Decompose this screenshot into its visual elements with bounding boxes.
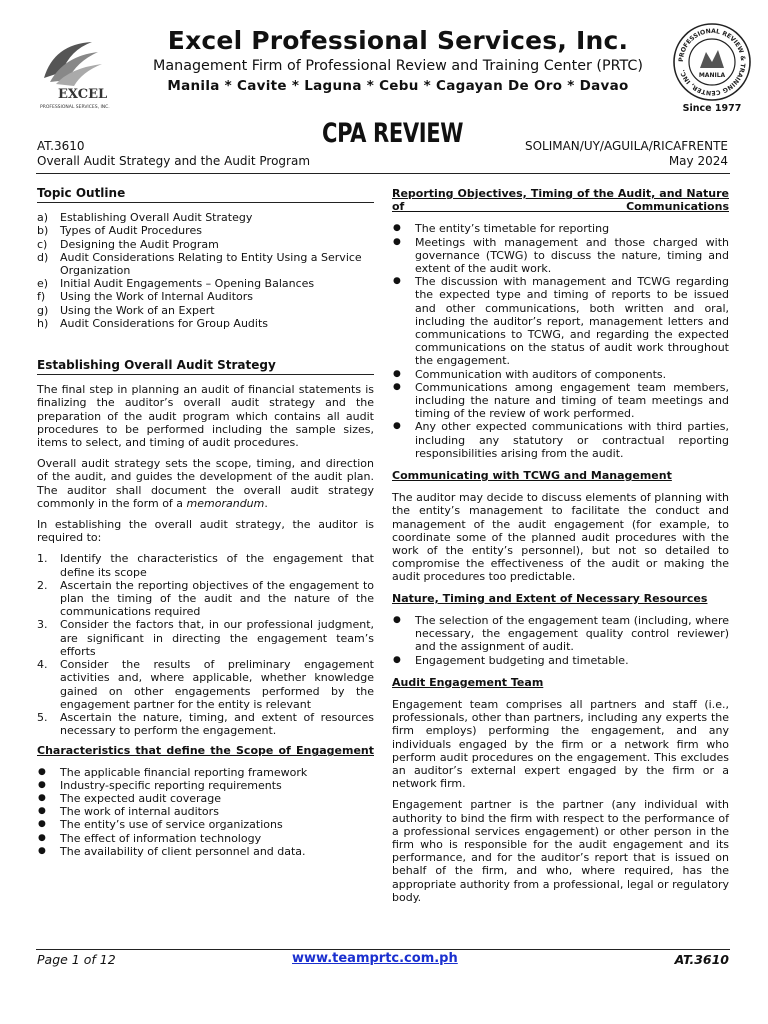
company-header	[118, 26, 678, 94]
requirement-item-marker: 5.	[37, 710, 48, 724]
outline-item-text: Establishing Overall Audit Strategy	[60, 211, 253, 225]
logo-subtext: PROFESSIONAL SERVICES, INC.	[40, 105, 110, 110]
outline-item	[37, 317, 374, 330]
requirement-item-text: Consider the factors that, in our professional judgment, are significant in directing the engagement team’s efforts	[60, 618, 374, 658]
bullet-icon: ●	[38, 792, 46, 803]
reporting-item	[392, 381, 729, 421]
characteristic-item	[37, 766, 374, 779]
strategy-heading: Establishing Overall Audit Strategy	[37, 359, 374, 375]
footer-divider	[36, 949, 730, 950]
seal-ring-text: PROFESSIONAL REVIEW & TRAINING CENTER, INC.	[677, 27, 747, 97]
company-cities: Manila * Cavite * Laguna * Cebu * Cagayan De Oro * Davao	[167, 78, 629, 94]
characteristic-item-text: The work of internal auditors	[60, 805, 219, 819]
bullet-icon: ●	[38, 806, 46, 817]
resources-heading: Nature, Timing and Extent of Necessary Resources	[392, 591, 708, 605]
resource-item-text: Engagement budgeting and timetable.	[415, 653, 629, 667]
memorandum-emphasis: memorandum	[186, 496, 265, 510]
requirement-item	[37, 552, 374, 578]
header-divider	[36, 173, 730, 174]
characteristic-item	[37, 832, 374, 845]
reporting-heading-text: Reporting Objectives, Timing of the Audit, and Nature of Communications	[392, 187, 729, 214]
outline-item	[37, 238, 374, 251]
seal-center-text: MANILA	[698, 72, 726, 79]
team-paragraph-1: Engagement team comprises all partners and staff (i.e., professionals, other than partners, including any experts the firm employs) performing the engagement, and any individuals engaged by the firm or a network firm who perform audit procedures on the engagement. This excludes an auditor’s external expert engaged by the firm or a network firm.	[392, 697, 729, 791]
resource-item	[392, 654, 729, 667]
topic-outline-heading: Topic Outline	[37, 187, 374, 203]
characteristic-item-text: Industry-specific reporting requirements	[60, 778, 282, 792]
resource-item	[392, 614, 729, 654]
reporting-heading	[392, 187, 729, 213]
outline-item-text: Designing the Audit Program	[60, 237, 219, 251]
characteristic-item-text: The entity’s use of service organizations	[60, 818, 283, 832]
characteristic-item	[37, 779, 374, 792]
outline-item-text: Using the Work of Internal Auditors	[60, 290, 254, 304]
bullet-icon: ●	[393, 236, 401, 247]
outline-item	[37, 277, 374, 290]
characteristic-item-text: The availability of client personnel and data.	[60, 844, 306, 858]
resource-item-text: The selection of the engagement team (including, where necessary, the engagement quality control reviewer) and the assignment of audit.	[415, 613, 729, 654]
bullet-icon: ●	[393, 223, 401, 234]
strategy-paragraph-1: The final step in planning an audit of financial statements is finalizing the auditor’s overall audit strategy and the preparation of the audit program which contains all audit procedures to be performed including the sample sizes, items to select, and timing of audit procedures.	[37, 383, 374, 450]
characteristic-item-text: The applicable financial reporting framework	[60, 765, 308, 779]
requirement-item-marker: 3.	[37, 618, 48, 632]
left-column	[37, 183, 374, 858]
reporting-item	[392, 236, 729, 276]
reporting-list	[392, 222, 729, 460]
outline-item-marker: f)	[37, 290, 46, 304]
outline-item-marker: g)	[37, 303, 49, 317]
reporting-item-text: Communications among engagement team members, including the nature and timing of team meetings and timing of the review of work performed.	[415, 380, 729, 421]
requirement-item-text: Ascertain the reporting objectives of the engagement to plan the timing of the audit and the nature of the communications required	[60, 578, 374, 619]
requirement-item-marker: 1.	[37, 552, 48, 566]
company-logo	[36, 38, 112, 110]
reporting-item-text: Meetings with management and those charged with governance (TCWG) to discuss the nature, timing and extent of the audit work.	[415, 235, 729, 276]
outline-item	[37, 251, 374, 277]
outline-item-text: Audit Considerations Relating to Entity Using a Service Organization	[60, 250, 362, 278]
company-name: Excel Professional Services, Inc.	[167, 26, 629, 55]
bullet-icon: ●	[393, 421, 401, 432]
outline-item	[37, 290, 374, 303]
since-year: Since 1977	[682, 103, 742, 114]
company-subtitle: Management Firm of Professional Review and Training Center (PRTC)	[153, 58, 643, 74]
outline-item-text: Audit Considerations for Group Audits	[60, 316, 269, 330]
reporting-item	[392, 222, 729, 235]
requirement-item-text: Identify the characteristics of the engagement that define its scope	[60, 552, 374, 579]
bullet-icon: ●	[38, 766, 46, 777]
bullet-icon: ●	[393, 381, 401, 392]
cpa-review-banner: CPA REVIEW	[322, 118, 464, 149]
characteristic-item	[37, 792, 374, 805]
characteristics-heading	[37, 744, 374, 757]
outline-item-marker: b)	[37, 224, 49, 238]
requirement-item	[37, 658, 374, 711]
reporting-item-text: Communication with auditors of components.	[415, 367, 667, 381]
characteristic-item	[37, 818, 374, 831]
characteristic-item	[37, 805, 374, 818]
prtc-seal	[672, 22, 752, 102]
reporting-item	[392, 368, 729, 381]
course-code: AT.3610	[37, 139, 85, 153]
bullet-icon: ●	[393, 614, 401, 625]
characteristics-heading-text: Characteristics that define the Scope of Engagement	[37, 744, 374, 758]
outline-item-marker: c)	[37, 237, 48, 251]
characteristics-list	[37, 766, 374, 858]
outline-item-marker: e)	[37, 277, 49, 291]
topic-outline-list	[37, 211, 374, 330]
strategy-p2-text: Overall audit strategy sets the scope, timing, and direction of the audit, and guides the development of the audit plan. The auditor shall document the overall audit strategy commonly in the form of a	[37, 457, 374, 510]
outline-item-marker: h)	[37, 316, 49, 330]
tcwg-heading: Communicating with TCWG and Management	[392, 469, 672, 483]
reporting-item-text: Any other expected communications with third parties, including any statutory or contractual reporting responsibilities arising from the audit.	[415, 420, 729, 460]
outline-item-marker: d)	[37, 250, 49, 264]
strategy-paragraph-2	[37, 457, 374, 510]
team-heading: Audit Engagement Team	[392, 675, 544, 689]
requirement-item	[37, 711, 374, 737]
footer-course-code: AT.3610	[674, 952, 729, 967]
characteristic-item-text: The expected audit coverage	[60, 791, 222, 805]
requirements-list	[37, 552, 374, 737]
characteristic-item	[37, 845, 374, 858]
page-number: Page 1 of 12	[37, 952, 116, 967]
right-column	[392, 183, 729, 904]
reporting-item-text: The entity’s timetable for reporting	[415, 222, 610, 236]
bullet-icon: ●	[38, 779, 46, 790]
bullet-icon: ●	[393, 654, 401, 665]
requirement-item-marker: 2.	[37, 578, 48, 592]
requirement-item-text: Consider the results of preliminary engagement activities and, where applicable, whether knowledge gained on other engagements performed by the engagement partner for the entity is relevant	[60, 658, 374, 711]
reporting-item	[392, 275, 729, 367]
resources-list	[392, 614, 729, 667]
document-date: May 2024	[668, 154, 728, 168]
team-paragraph-2: Engagement partner is the partner (any individual with authority to bind the firm with respect to the performance of a professional services engagement) or other person in the firm who is responsible for the audit engagement and its performance, and for the auditor’s report that is issued on behalf of the firm, and who, where required, has the appropriate authority from a professional, legal or regulatory body.	[392, 798, 729, 904]
outline-item	[37, 224, 374, 237]
bullet-icon: ●	[38, 845, 46, 856]
requirement-item-marker: 4.	[37, 658, 48, 672]
bullet-icon: ●	[393, 276, 401, 287]
requirement-item	[37, 579, 374, 619]
reporting-item	[392, 420, 729, 460]
outline-item-text: Initial Audit Engagements – Opening Balances	[60, 277, 315, 291]
strategy-p2-end: .	[264, 496, 268, 510]
website-link[interactable]: www.teamprtc.com.ph	[292, 951, 458, 966]
outline-item	[37, 304, 374, 317]
strategy-paragraph-3: In establishing the overall audit strategy, the auditor is required to:	[37, 518, 374, 545]
course-title: Overall Audit Strategy and the Audit Program	[37, 154, 311, 168]
outline-item-marker: a)	[37, 211, 49, 225]
bullet-icon: ●	[38, 819, 46, 830]
requirement-item-text: Ascertain the nature, timing, and extent of resources necessary to perform the engagement.	[60, 710, 374, 738]
bullet-icon: ●	[38, 832, 46, 843]
outline-item-text: Types of Audit Procedures	[60, 224, 202, 238]
outline-item-text: Using the Work of an Expert	[60, 303, 215, 317]
authors: SOLIMAN/UY/AGUILA/RICAFRENTE	[524, 139, 728, 153]
logo-text: EXCEL	[58, 87, 108, 102]
bullet-icon: ●	[393, 368, 401, 379]
outline-item	[37, 211, 374, 224]
tcwg-paragraph: The auditor may decide to discuss elements of planning with the entity’s management to facilitate the conduct and management of the audit engagement (for example, to coordinate some of the planned audit procedures with the work of the entity’s personnel), but not so detailed to compromise the effectiveness of the audit or making the audit procedures too predictable.	[392, 491, 729, 584]
characteristic-item-text: The effect of information technology	[60, 831, 262, 845]
reporting-item-text: The discussion with management and TCWG regarding the expected type and timing of reports to be issued and other communications, both written and oral, including the auditor’s report, management letters and communications to TCWG, and regarding the expected communications on the status of audit work throughout the engagement.	[415, 275, 729, 368]
requirement-item	[37, 618, 374, 658]
